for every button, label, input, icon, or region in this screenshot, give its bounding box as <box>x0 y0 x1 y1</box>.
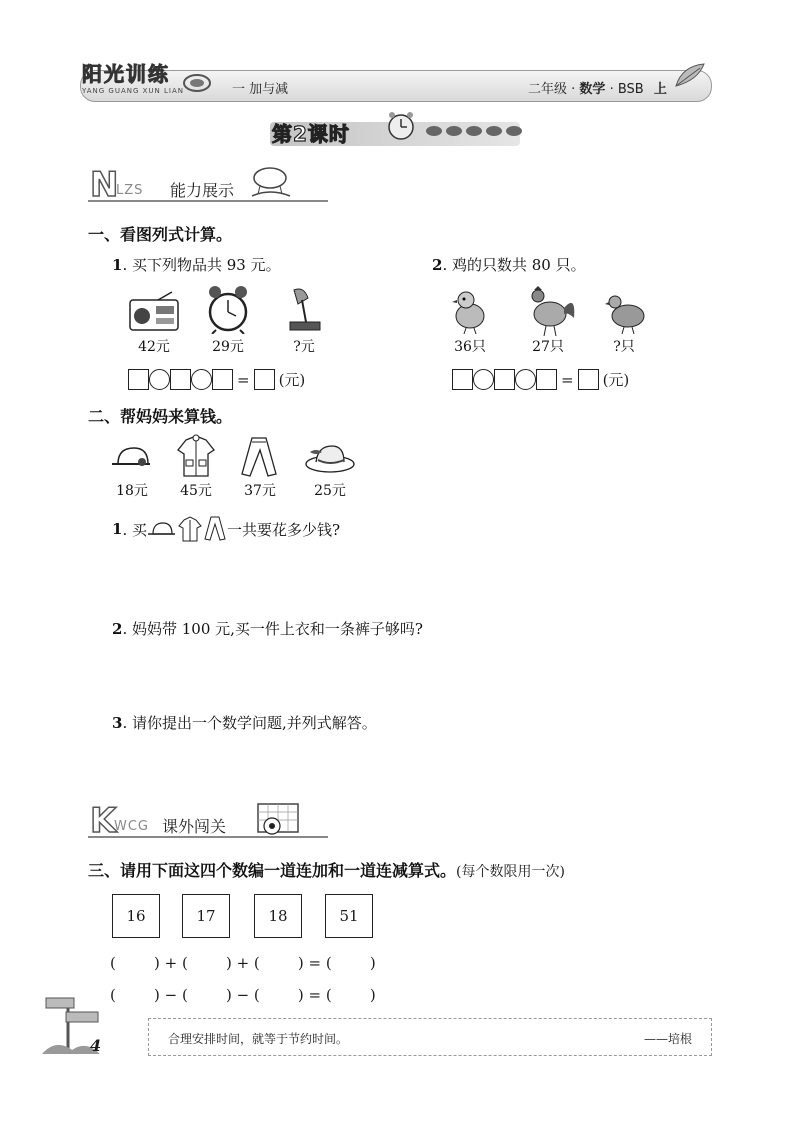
quote-author: ——培根 <box>644 1032 693 1046</box>
q1-part1-desc: . 买下列物品共 93 元。 <box>122 256 281 274</box>
operator-circle[interactable] <box>473 369 494 390</box>
quote-text: 合理安排时间，就等于节约时间。 <box>168 1032 349 1046</box>
logo-swoosh-icon <box>182 72 212 94</box>
q2-sub2 <box>112 618 423 639</box>
number-card: 16 <box>112 894 160 938</box>
q1-part1-text <box>112 254 281 275</box>
q3-note: (每个数限用一次) <box>456 864 565 880</box>
q2-sub1-num: 1 <box>112 520 123 538</box>
q2-sub1 <box>112 516 340 542</box>
q1-part1-equation <box>128 369 305 390</box>
equals-sign: = <box>561 370 574 389</box>
operator-circle[interactable] <box>515 369 536 390</box>
operator-circle[interactable] <box>191 369 212 390</box>
radio-icon <box>128 290 180 332</box>
alarm-clock-icon <box>206 284 250 334</box>
q1-part2-text <box>432 254 586 275</box>
operator-circle[interactable] <box>149 369 170 390</box>
soccer-goal-icon <box>254 800 302 838</box>
count-label: 36只 <box>454 339 486 355</box>
addition-equation[interactable]: ( ) + ( ) + ( ) = ( ) <box>110 954 376 972</box>
rocking-horse-icon <box>246 164 294 200</box>
price-label: 45元 <box>180 483 212 499</box>
q2-sub1-pre: . 买 <box>122 520 147 539</box>
q2-sub1-post: 一共要花多少钱? <box>226 520 341 539</box>
rooster-icon <box>524 284 578 336</box>
jacket-icon <box>174 434 218 478</box>
logo-title: 阳光训练 <box>82 62 170 86</box>
answer-box[interactable] <box>170 369 191 390</box>
q1-part2-equation <box>452 369 629 390</box>
unit-label: (元) <box>602 371 630 389</box>
section1-letter: N <box>90 165 119 205</box>
q2-sub3-num: 3 <box>112 714 123 732</box>
chick-icon <box>448 288 492 334</box>
leaf-icon <box>672 60 708 90</box>
unit-label: (元) <box>278 371 306 389</box>
count-label: ?只 <box>613 339 635 355</box>
q2-title: 二、帮妈妈来算钱。 <box>88 407 233 426</box>
q2-sub2-text: . 妈妈带 100 元,买一件上衣和一条裤子够吗? <box>122 620 423 638</box>
section1-abbr: LZS <box>116 183 144 198</box>
q1-part2-desc: . 鸡的只数共 80 只。 <box>442 256 586 274</box>
unit-title: 一 加与减 <box>232 82 289 97</box>
desk-lamp-icon <box>284 286 324 332</box>
answer-box[interactable] <box>452 369 473 390</box>
price-label: ?元 <box>293 339 315 355</box>
result-box[interactable] <box>578 369 599 390</box>
price-label: 25元 <box>314 483 346 499</box>
q2-sub2-num: 2 <box>112 620 123 638</box>
number-card: 17 <box>182 894 230 938</box>
answer-box[interactable] <box>212 369 233 390</box>
section1-name: 能力展示 <box>170 181 235 200</box>
logo-subtitle: YANG GUANG XUN LIAN <box>82 87 184 95</box>
jacket-icon <box>177 516 203 542</box>
grade-info: 二年级 · 数学 · BSB 上 <box>528 82 667 97</box>
q2-sub3-text: . 请你提出一个数学问题,并列式解答。 <box>122 714 377 732</box>
decorative-dots-icon <box>424 124 524 138</box>
lesson-title: 第2课时 <box>272 122 350 146</box>
answer-box[interactable] <box>536 369 557 390</box>
cap-icon <box>147 520 177 538</box>
number-card: 18 <box>254 894 302 938</box>
cap-icon <box>110 444 154 470</box>
grade: 二年级 <box>528 82 568 97</box>
hen-icon <box>604 290 648 334</box>
equals-sign: = <box>237 370 250 389</box>
subject: 数学 <box>579 82 606 97</box>
edition: BSB <box>617 82 644 97</box>
section2-letter: K <box>90 801 117 841</box>
price-label: 42元 <box>138 339 170 355</box>
count-label: 27只 <box>532 339 564 355</box>
answer-box[interactable] <box>494 369 515 390</box>
hat-icon <box>302 440 356 474</box>
section2-abbr: WCG <box>114 819 150 834</box>
q3-title: 三、请用下面这四个数编一道连加和一道连减算式。 <box>88 861 457 880</box>
number-card: 51 <box>325 894 373 938</box>
q1-part1-num: 1 <box>112 256 123 274</box>
q3-header <box>88 858 565 881</box>
term: 上 <box>653 82 667 97</box>
q1-part2-num: 2 <box>432 256 443 274</box>
q2-sub3 <box>112 712 377 733</box>
price-label: 29元 <box>212 339 244 355</box>
trousers-icon <box>238 436 280 478</box>
price-label: 37元 <box>244 483 276 499</box>
subtraction-equation[interactable]: ( ) − ( ) − ( ) = ( ) <box>110 986 376 1004</box>
answer-box[interactable] <box>128 369 149 390</box>
clock-icon <box>384 108 418 142</box>
section2-name: 课外闯关 <box>162 817 227 836</box>
page-number: 4 <box>90 1036 102 1055</box>
q1-title: 一、看图列式计算。 <box>88 225 233 244</box>
trousers-icon <box>203 516 227 542</box>
result-box[interactable] <box>254 369 275 390</box>
price-label: 18元 <box>116 483 148 499</box>
